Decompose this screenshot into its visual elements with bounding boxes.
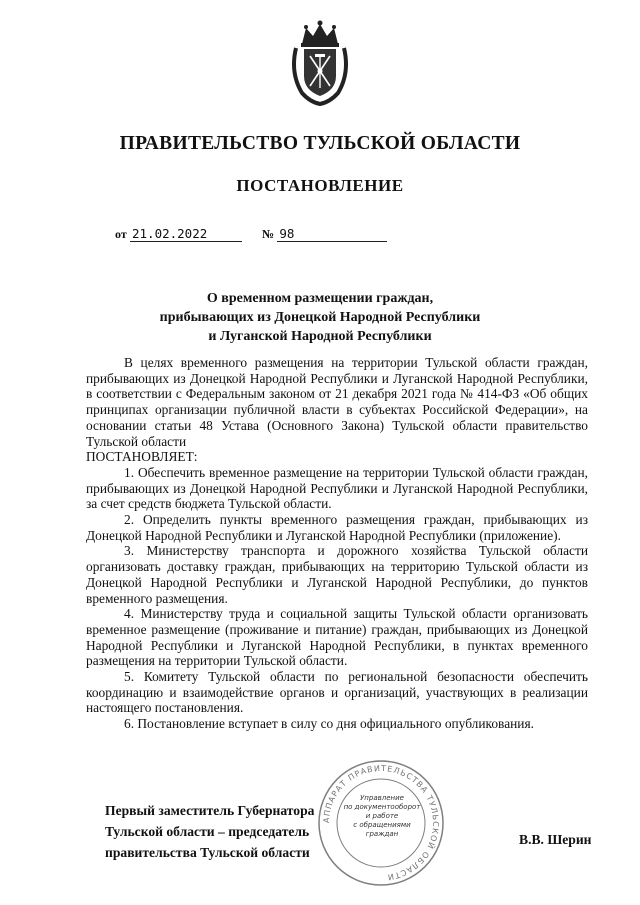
decree-item: 5. Комитету Тульской области по региональной безопасности обеспечить координацию и взаимодействие органов и организаций, участвующих в реализации настоящего постановления. [86,669,588,716]
document-type-title: ПОСТАНОВЛЕНИЕ [236,176,404,195]
subject-line: О временном размещении граждан, [206,291,434,306]
stamp-line: с обращениями [353,821,411,829]
position-line: правительства Тульской области [105,845,310,860]
stamp-ring-text: АППАРАТ ПРАВИТЕЛЬСТВА ТУЛЬСКОЙ ОБЛАСТИ [321,763,441,882]
position-line: Первый заместитель Губернатора [105,803,315,818]
subject-line: прибывающих из Донецкой Народной Республики [159,310,481,325]
decree-item: 6. Постановление вступает в силу со дня официального опубликования. [124,716,534,732]
decree-number [262,226,387,242]
number-label: № [262,227,275,241]
date-label: от [115,227,127,241]
stamp-line: по документооборот [343,803,421,811]
decree-date [115,226,242,242]
number-value: 98 [277,226,387,242]
position-line: Тульской области – председатель [105,824,310,839]
stamp-line: граждан [365,830,399,838]
decree-item: 4. Министерству труда и социальной защиты Тульской области организовать временное размещение (проживание и питание) граждан, прибывающих из Донецкой Народной Республики и Луганской Народной Республики, в пунктах временного размещения на территории Тульской области. [86,606,588,669]
decree-item: 2. Определить пункты временного размещения граждан, прибывающих из Донецкой Народной Республики и Луганской Народной Республики (приложение). [86,512,588,543]
signatory-name: В.В. Шерин [519,832,592,847]
date-value: 21.02.2022 [130,226,242,242]
stamp-inner-text [342,794,422,839]
decree-body [86,355,588,732]
decree-item: 1. Обеспечить временное размещение на территории Тульской области граждан, прибывающих из Донецкой Народной Республики и Луганской Народной Республики, за счет средств бюджета Тульской области. [86,464,588,512]
signatory-position [105,800,314,863]
decree-item: 3. Министерству транспорта и дорожного хозяйства Тульской области организовать доставку граждан, прибывающих на территорию Тульской области из Донецкой Народной Республики и Луганской Народной Республики, до пунктов временного размещения. [86,543,588,606]
subject-line: и Луганской Народной Республики [208,329,432,344]
decree-word: ПОСТАНОВЛЯЕТ: [86,449,198,465]
preamble-paragraph: В целях временного размещения на территории Тульской области граждан, прибывающих из Донецкой Народной Республики и Луганской Народной Республики, в соответствии с Федеральным законом от 21 декабря 2021 года № 414-ФЗ «Об общих принципах организации публичной власти в субъектах Российской Федерации», на основании статьи 48 Устава (Основного Закона) Тульской области правительство Тульской области [86,355,588,449]
decree-subject [110,289,530,346]
coat-of-arms-emblem-icon [288,18,352,106]
stamp-line: и работе [365,812,399,820]
government-title: ПРАВИТЕЛЬСТВО ТУЛЬСКОЙ ОБЛАСТИ [119,133,521,154]
stamp-line: Управление [360,794,404,802]
